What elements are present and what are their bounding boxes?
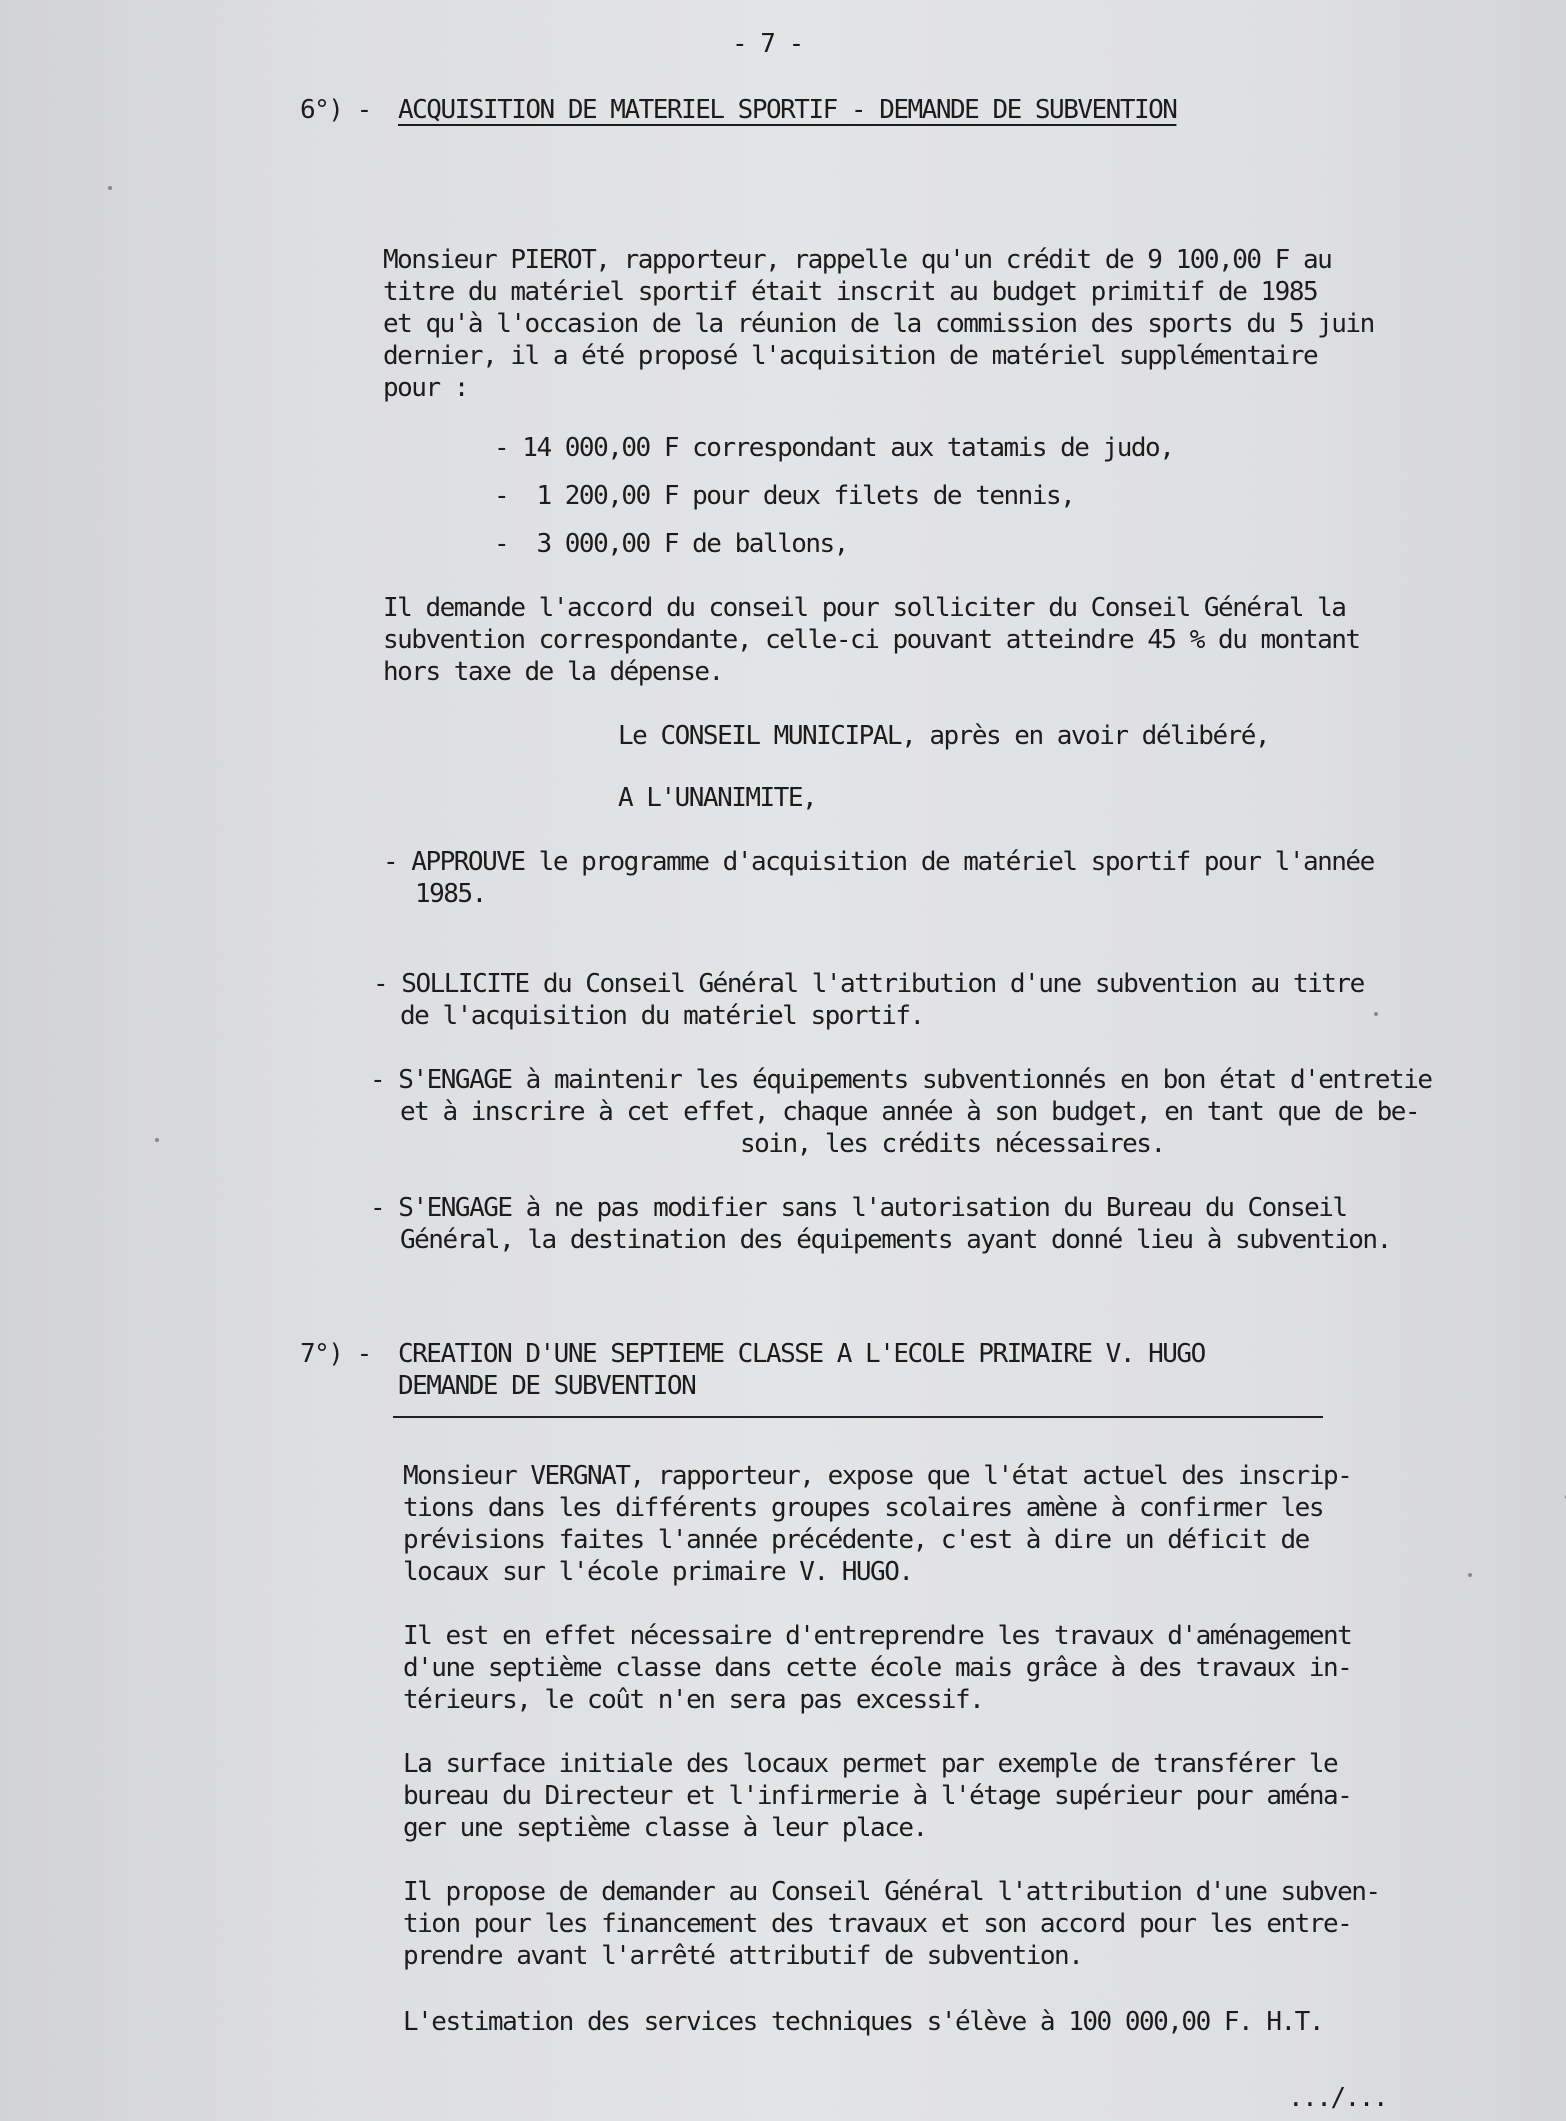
continuation-mark: .../... [1288, 2083, 1388, 2113]
decision-approve: - APPROUVE le programme d'acquisition de matériel sportif pour l'année [383, 847, 1374, 877]
decision-approve-cont: 1985. [415, 879, 486, 909]
section-7-paragraph-line: tions dans les différents groupes scolaires amène à confirmer les [403, 1493, 1323, 1523]
decision-solicit: - SOLLICITE du Conseil Général l'attribution d'une subvention au titre [373, 969, 1364, 999]
page-number: - 7 - [732, 29, 803, 59]
section-6-request-line: Il demande l'accord du conseil pour solliciter du Conseil Général la [383, 593, 1346, 623]
scan-speck [1374, 1012, 1378, 1016]
decision-solicit-cont: de l'acquisition du matériel sportif. [400, 1001, 924, 1031]
section-7-paragraph-line: Il est en effet nécessaire d'entreprendre les travaux d'aménagement [403, 1621, 1352, 1651]
section-7-paragraph-line: prendre avant l'arrêté attributif de subvention. [403, 1941, 1083, 1971]
section-7-paragraph-line: La surface initiale des locaux permet par exemple de transférer le [403, 1749, 1338, 1779]
section-7-paragraph-line: prévisions faites l'année précédente, c'est à dire un déficit de [403, 1525, 1309, 1555]
decision-commit-maintenance: - S'ENGAGE à maintenir les équipements subventionnés en bon état d'entretie [370, 1065, 1432, 1095]
section-7-title-rule [393, 1416, 1323, 1418]
vote-statement: A L'UNANIMITE, [618, 783, 817, 813]
section-7-paragraph-line: Monsieur VERGNAT, rapporteur, expose que l'état actuel des inscrip- [403, 1461, 1352, 1491]
section-6-intro-line: dernier, il a été proposé l'acquisition de matériel supplémentaire [383, 341, 1318, 371]
council-statement: Le CONSEIL MUNICIPAL, après en avoir délibéré, [618, 721, 1270, 751]
section-6-number: 6°) - [300, 95, 371, 125]
section-6-intro-line: titre du matériel sportif était inscrit au budget primitif de 1985 [383, 277, 1318, 307]
section-7-paragraph-line: térieurs, le coût n'en sera pas excessif. [403, 1685, 984, 1715]
section-7-paragraph-line: ger une septième classe à leur place. [403, 1813, 927, 1843]
scan-speck [1468, 1573, 1472, 1577]
section-7-paragraph-line: bureau du Directeur et l'infirmerie à l'étage supérieur pour aména- [403, 1781, 1352, 1811]
section-6-request-line: subvention correspondante, celle-ci pouvant atteindre 45 % du montant [383, 625, 1360, 655]
section-7-paragraph-line: Il propose de demander au Conseil Général l'attribution d'une subven- [403, 1877, 1380, 1907]
decision-commit-maintenance-cont: soin, les crédits nécessaires. [740, 1129, 1165, 1159]
section-7-number: 7°) - [300, 1339, 371, 1369]
scan-speck [108, 186, 112, 190]
section-7-title-line: DEMANDE DE SUBVENTION [398, 1371, 696, 1401]
section-6-intro-line: Monsieur PIEROT, rapporteur, rappelle qu'un crédit de 9 100,00 F au [383, 245, 1332, 275]
section-7-title-line: CREATION D'UNE SEPTIEME CLASSE A L'ECOLE PRIMAIRE V. HUGO [398, 1339, 1205, 1369]
section-7-paragraph-line: d'une septième classe dans cette école mais grâce à des travaux in- [403, 1653, 1352, 1683]
section-6-intro-line: et qu'à l'occasion de la réunion de la commission des sports du 5 juin [383, 309, 1374, 339]
list-item: - 1 200,00 F pour deux filets de tennis, [494, 481, 1075, 511]
scan-speck [155, 1138, 159, 1142]
decision-commit-maintenance-cont: et à inscrire à cet effet, chaque année à son budget, en tant que de be- [400, 1097, 1420, 1127]
section-6-intro-line: pour : [383, 373, 468, 403]
list-item: - 14 000,00 F correspondant aux tatamis de judo, [494, 433, 1174, 463]
list-item: - 3 000,00 F de ballons, [494, 529, 848, 559]
section-7-paragraph-line: locaux sur l'école primaire V. HUGO. [403, 1557, 913, 1587]
section-7-paragraph-line: tion pour les financement des travaux et son accord pour les entre- [403, 1909, 1352, 1939]
section-7-paragraph-line: L'estimation des services techniques s'élève à 100 000,00 F. H.T. [403, 2007, 1323, 2037]
section-6-request-line: hors taxe de la dépense. [383, 657, 723, 687]
decision-commit-destination: - S'ENGAGE à ne pas modifier sans l'autorisation du Bureau du Conseil [370, 1193, 1347, 1223]
section-6-title: ACQUISITION DE MATERIEL SPORTIF - DEMANDE DE SUBVENTION [398, 95, 1177, 125]
decision-commit-destination-cont: Général, la destination des équipements ayant donné lieu à subvention. [400, 1225, 1391, 1255]
